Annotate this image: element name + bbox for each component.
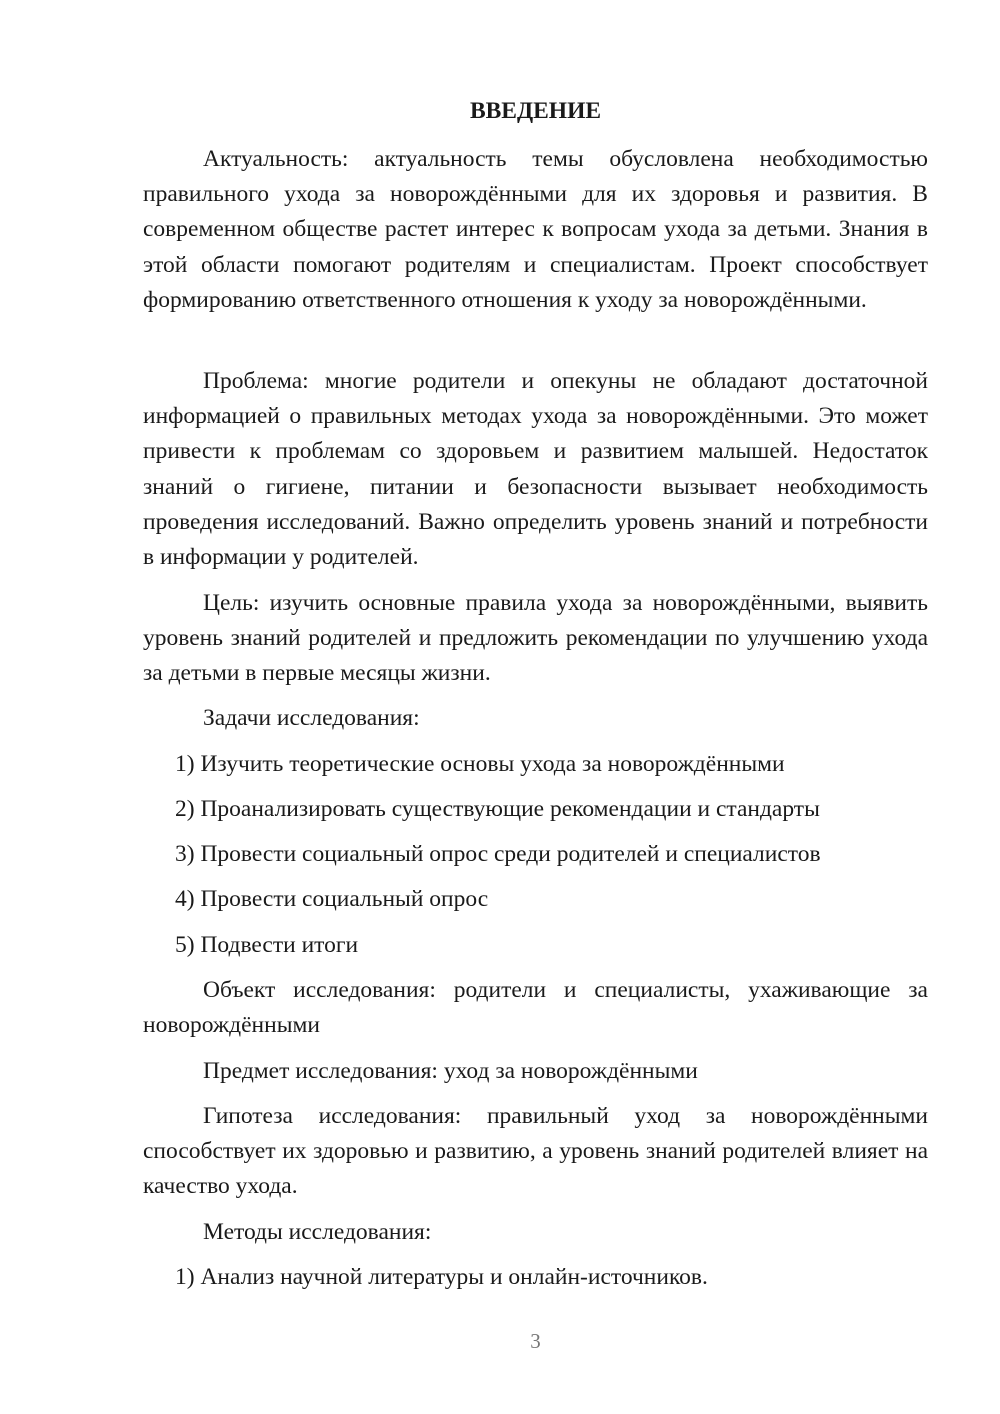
tasks-heading: Задачи исследования:: [203, 705, 420, 731]
method-item-1: 1) Анализ научной литературы и онлайн-источников.: [175, 1264, 708, 1290]
page-number: 3: [530, 1329, 541, 1353]
paragraph-relevance: Актуальность: актуальность темы обусловлена необходимостью правильного ухода за новорождёнными для их здоровья и развития. В современном обществе растет интерес к вопросам ухода за детьми. Знания в этой области помогают родителям и специалистам. Проект способствует формированию ответственного отношения к уходу за новорождёнными.: [143, 146, 928, 313]
task-item-1: 1) Изучить теоретические основы ухода за новорождёнными: [175, 751, 785, 777]
paragraph-problem: Проблема: многие родители и опекуны не обладают достаточной информацией о правильных методах ухода за новорождёнными. Это может привести к проблемам со здоровьем и развитием малышей. Недостаток знаний о гигиене, питании и безопасности вызывает необходимость проведения исследований. Важно определить уровень знаний и потребности в информации у родителей.: [143, 368, 928, 571]
paragraph-goal: Цель: изучить основные правила ухода за новорождёнными, выявить уровень знаний родителей и предложить рекомендации по улучшению ухода за детьми в первые месяцы жизни.: [143, 590, 928, 687]
task-item-5: 5) Подвести итоги: [175, 932, 359, 958]
paragraph-hypothesis: Гипотеза исследования: правильный уход за новорождёнными способствует их здоровью и развитию, а уровень знаний родителей влияет на качество ухода.: [143, 1103, 928, 1200]
methods-heading: Методы исследования:: [203, 1219, 432, 1245]
paragraph-object: Объект исследования: родители и специалисты, ухаживающие за новорождёнными: [143, 977, 928, 1039]
task-item-4: 4) Провести социальный опрос: [175, 886, 489, 912]
task-item-2: 2) Проанализировать существующие рекомендации и стандарты: [175, 796, 820, 822]
paragraph-subject: Предмет исследования: уход за новорождёнными: [203, 1058, 698, 1084]
task-item-3: 3) Провести социальный опрос среди родителей и специалистов: [175, 841, 821, 867]
page-title: ВВЕДЕНИЕ: [469, 98, 602, 124]
